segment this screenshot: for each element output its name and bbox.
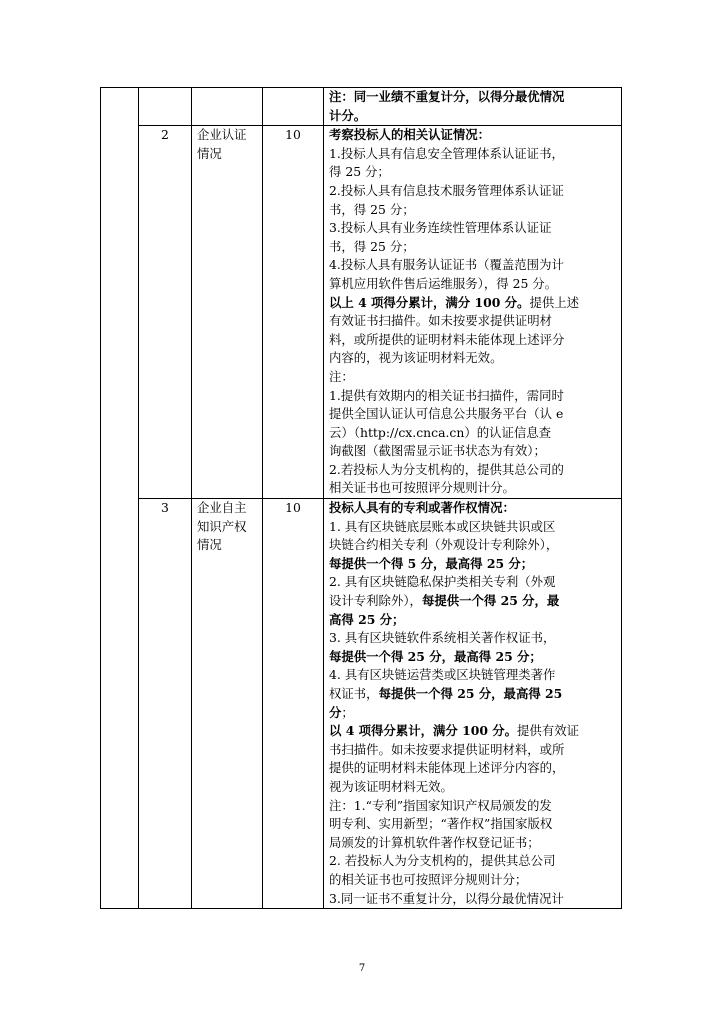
criteria-text: 1.投标人具有信息安全管理体系认证证书， <box>329 145 564 161</box>
criteria-line <box>329 685 616 704</box>
criteria-line <box>329 163 616 182</box>
criteria-text: 书扫描件。如未按要求提供证明材料，或所 <box>329 741 565 757</box>
criteria-text-bold: 每提供一个得 25 分，最高得 25 分； <box>329 648 542 664</box>
criteria-text-bold: 以 4 项得分累计，满分 100 分。 <box>329 723 518 739</box>
seq-cell <box>139 88 192 126</box>
score-cell: 10 <box>263 499 324 909</box>
criteria-line <box>329 741 616 760</box>
criteria-line <box>329 331 616 350</box>
criteria-text-bold: 投标人具有的专利或著作权情况： <box>329 500 515 516</box>
seq-cell: 2 <box>139 126 192 499</box>
criteria-line <box>329 461 616 480</box>
table-row <box>101 499 622 909</box>
category-cell <box>101 88 139 909</box>
criteria-text: ； <box>341 704 354 720</box>
criteria-line <box>329 648 616 667</box>
criteria-line <box>329 126 616 145</box>
criteria-text-bold: 计分。 <box>329 107 367 123</box>
criteria-text: 内容的，视为该证明材料无效。 <box>329 350 503 366</box>
criteria-text: 的相关证书也可按照评分规则计分； <box>329 871 528 887</box>
page-number: 7 <box>358 963 366 974</box>
criteria-text: 书，得 25 分； <box>329 238 415 254</box>
criteria-text: 2. 若投标人为分支机构的，提供其总公司 <box>329 853 556 869</box>
criteria-text: 料，或所提供的证明材料未能体现上述评分 <box>329 331 565 347</box>
criteria-text-bold: 注：同一业绩不重复计分，以得分最优情况 <box>329 89 565 104</box>
criteria-line <box>329 890 616 909</box>
criteria-text: 4.投标人具有服务认证证书（覆盖范围为计 <box>329 257 564 273</box>
criteria-text-bold: 以上 4 项得分累计，满分 100 分。 <box>329 294 530 310</box>
criteria-text: 视为该证明材料无效。 <box>329 778 453 794</box>
item-cell <box>192 88 263 126</box>
criteria-text: 4. 具有区块链运营类或区块链管理类著作 <box>329 667 556 683</box>
criteria-text: 2. 具有区块链隐私保护类相关专利（外观 <box>329 574 556 590</box>
criteria-text: 1. 具有区块链底层账本或区块链共识或区 <box>329 518 556 534</box>
criteria-cell <box>324 499 622 909</box>
score-cell <box>263 88 324 126</box>
criteria-text: 注： <box>329 368 354 384</box>
criteria-line <box>329 479 616 498</box>
criteria-line <box>329 387 616 406</box>
criteria-text: 得 25 分； <box>329 164 390 180</box>
criteria-line <box>329 666 616 685</box>
criteria-line <box>329 573 616 592</box>
criteria-text: 设计专利除外）， <box>329 593 422 609</box>
criteria-text: 提供有效证 <box>517 723 579 739</box>
seq-cell: 3 <box>139 499 192 909</box>
criteria-text: 1.提供有效期内的相关证书扫描件，需同时 <box>329 387 564 403</box>
criteria-text-bold: 每提供一个得 25 分，最 <box>421 593 560 609</box>
criteria-line <box>329 107 616 126</box>
criteria-line <box>329 815 616 834</box>
table-row <box>101 126 622 499</box>
criteria-line <box>329 368 616 387</box>
criteria-line <box>329 499 616 518</box>
criteria-text: 3. 具有区块链软件系统相关著作权证书， <box>329 630 556 646</box>
criteria-text: 注：1.“专利”指国家知识产权局颁发的发 <box>329 797 552 813</box>
criteria-text-bold: 分 <box>329 704 342 720</box>
scoring-table <box>100 87 622 909</box>
criteria-line <box>329 536 616 555</box>
criteria-line <box>329 294 616 313</box>
criteria-text: 2.投标人具有信息技术服务管理体系认证证 <box>329 182 564 198</box>
criteria-line <box>329 852 616 871</box>
criteria-line <box>329 518 616 537</box>
criteria-line <box>329 797 616 816</box>
criteria-text: 询截图（截图需显示证书状态为有效）； <box>329 443 546 459</box>
criteria-line <box>329 704 616 723</box>
criteria-text: 局颁发的计算机软件著作权登记证书； <box>329 834 540 850</box>
score-cell: 10 <box>263 126 324 499</box>
criteria-text: 2.若投标人为分支机构的，提供其总公司的 <box>329 461 564 477</box>
criteria-text: 3.同一证书不重复计分，以得分最优情况计 <box>329 890 564 906</box>
criteria-line <box>329 405 616 424</box>
criteria-line <box>329 442 616 461</box>
criteria-text: 提供上述 <box>529 294 579 310</box>
criteria-text: 有效证书扫描件。如未按要求提供证明材 <box>329 313 553 329</box>
criteria-line <box>329 424 616 443</box>
item-name-line: 情况 <box>197 145 222 161</box>
criteria-line <box>329 871 616 890</box>
criteria-line <box>329 88 616 107</box>
item-cell <box>192 126 263 499</box>
criteria-line <box>329 182 616 201</box>
criteria-line <box>329 778 616 797</box>
criteria-text-bold: 每提供一个得 25 分，最高得 25 <box>378 686 563 701</box>
criteria-line <box>329 349 616 368</box>
criteria-text: 书，得 25 分； <box>329 201 415 217</box>
criteria-line <box>329 219 616 238</box>
criteria-text: 块链合约相关专利（外观设计专利除外）， <box>329 537 559 553</box>
criteria-text: 算机应用软件售后运维服务），得 25 分。 <box>329 275 558 291</box>
criteria-text-bold: 考察投标人的相关认证情况： <box>329 127 491 143</box>
criteria-text: 提供的证明材料未能体现上述评分内容的， <box>329 760 565 776</box>
item-cell <box>192 499 263 909</box>
criteria-text-bold: 高得 25 分； <box>329 611 405 627</box>
criteria-line <box>329 256 616 275</box>
criteria-line <box>329 834 616 853</box>
criteria-text: 提供全国认证认可信息公共服务平台（认 e <box>329 406 564 422</box>
criteria-line <box>329 275 616 294</box>
criteria-line <box>329 592 616 611</box>
criteria-text: 权证书， <box>329 686 379 701</box>
scoring-table-body <box>101 88 622 909</box>
item-name-line: 企业自主 <box>197 500 247 516</box>
criteria-line <box>329 629 616 648</box>
criteria-text: 明专利、实用新型；“著作权”指国家版权 <box>329 816 553 832</box>
criteria-text-bold: 每提供一个得 5 分，最高得 25 分； <box>329 555 534 571</box>
item-name-line: 知识产权 <box>197 518 247 534</box>
criteria-line <box>329 759 616 778</box>
criteria-text: 云）（http://cx.cnca.cn）的认证信息查 <box>329 424 552 440</box>
criteria-line <box>329 145 616 164</box>
criteria-line <box>329 201 616 220</box>
table-row <box>101 88 622 126</box>
criteria-cell <box>324 88 622 126</box>
criteria-line <box>329 555 616 574</box>
criteria-text: 3.投标人具有业务连续性管理体系认证证 <box>329 220 552 236</box>
criteria-line <box>329 238 616 257</box>
criteria-line <box>329 722 616 741</box>
criteria-line <box>329 611 616 630</box>
criteria-cell <box>324 126 622 499</box>
criteria-line <box>329 312 616 331</box>
item-name-line: 企业认证 <box>197 127 247 143</box>
item-name-line: 情况 <box>197 537 222 553</box>
criteria-text: 相关证书也可按照评分规则计分。 <box>329 480 515 496</box>
